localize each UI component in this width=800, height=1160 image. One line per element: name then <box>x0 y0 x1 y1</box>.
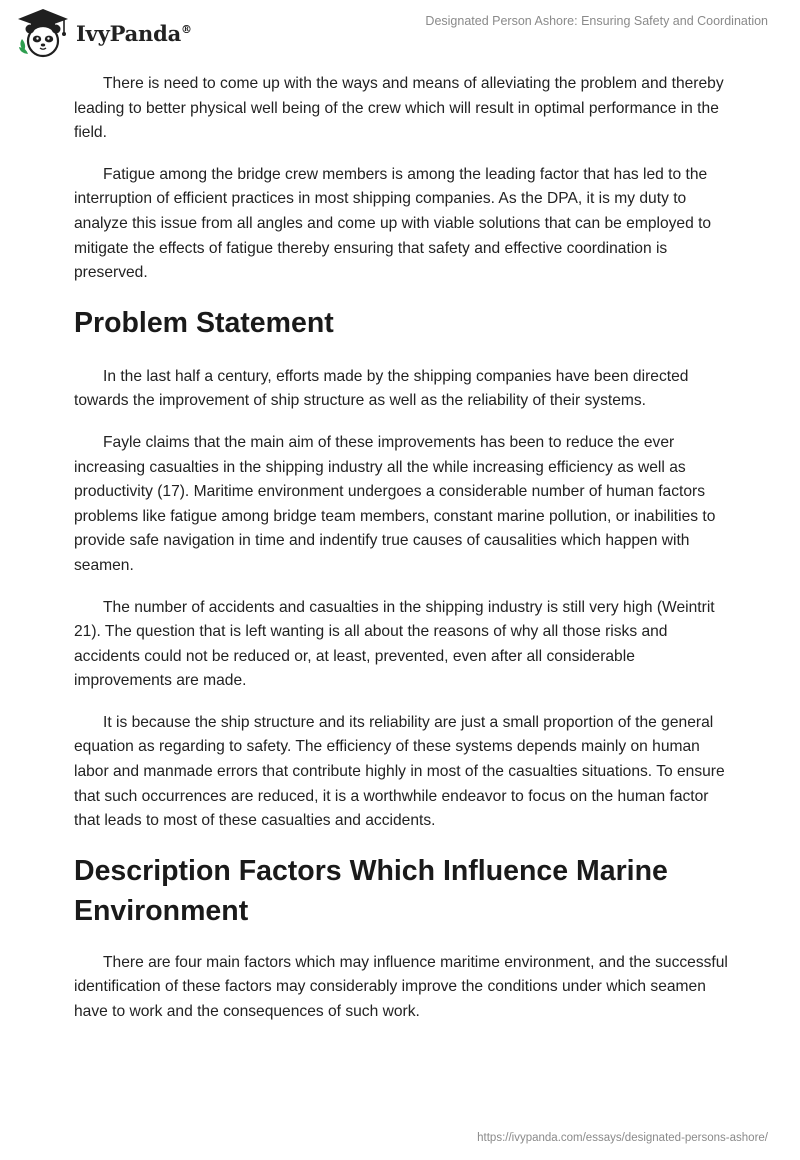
registered-mark: ® <box>181 22 192 36</box>
section-heading-description-factors: Description Factors Which Influence Marine Environment <box>74 854 668 927</box>
page-header <box>0 0 800 66</box>
paragraph: In the last half a century, efforts made by the shipping companies have been directed towards the improvement of ship structure as well as the reliability of their systems. <box>74 367 689 410</box>
paragraph: The number of accidents and casualties in the shipping industry is still very high (Weintrit 21). The question that is left wanting is all about the reasons of why all those risks and accidents could not be reduced or, at least, prevented, even after all considerable improvements are made. <box>74 598 715 690</box>
ivypanda-logo[interactable] <box>14 7 192 59</box>
paragraph: There are four main factors which may influence maritime environment, and the successful identification of these factors may considerably improve the conditions under which seamen have to work and the consequences of such work. <box>74 953 728 1021</box>
brand-name: IvyPanda® <box>76 20 192 46</box>
paragraph: Fatigue among the bridge crew members is among the leading factor that has led to the interruption of efficient practices in most shipping companies. As the DPA, it is my duty to analyze this issue from all angles and come up with viable solutions that can be employed to mitigate the effects of fatigue thereby ensuring that safety and effective coordination is preserved. <box>74 165 712 282</box>
essay-content <box>74 72 730 1042</box>
document-title: Designated Person Ashore: Ensuring Safety and Coordination <box>425 14 768 28</box>
panda-graduate-icon <box>14 7 72 59</box>
paragraph: Fayle claims that the main aim of these improvements has been to reduce the ever increasing casualties in the shipping industry all the while increasing efficiency as well as productivity (17). Maritime environment undergoes a considerable number of human factors problems like fatigue among bridge team members, constant marine pollution, or inabilities to provide safe navigation in time and indentify true causes of causalities which happen with seamen. <box>74 433 716 574</box>
paragraph: It is because the ship structure and its reliability are just a small proportion of the general equation as regarding to safety. The efficiency of these systems depends mainly on human labor and manmade errors that contribute highly in most of the casualties situations. To ensure that such occurrences are reduced, it is a worthwhile endeavor to focus on the human factor that leads to most of these casualties and accidents. <box>74 713 725 830</box>
paragraph: There is need to come up with the ways and means of alleviating the problem and thereby leading to better physical well being of the crew which will result in optimal performance in the field. <box>74 75 724 142</box>
source-url[interactable]: https://ivypanda.com/essays/designated-persons-ashore/ <box>477 1132 768 1144</box>
section-heading-problem-statement: Problem Statement <box>74 306 334 339</box>
